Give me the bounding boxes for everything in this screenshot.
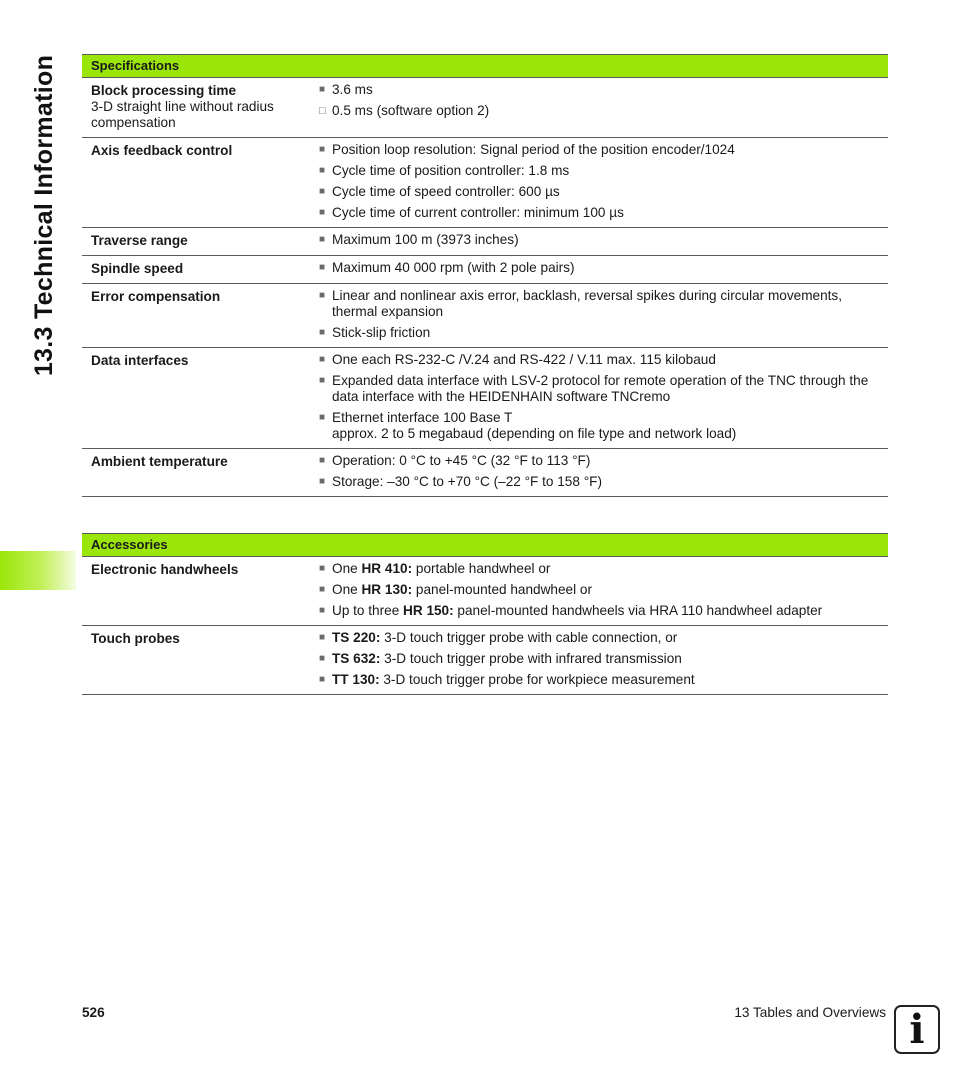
spec-value-text: 0.5 ms (software option 2) [332,103,490,118]
spec-value-text: Storage: –30 °C to +70 °C (–22 °F to 158 °F) [332,474,602,489]
square-bullet-icon: ■ [319,412,326,423]
square-bullet-icon: ■ [319,290,326,301]
chapter-title: 13 Tables and Overviews [734,1005,886,1020]
spec-label-cell [82,348,312,449]
spec-row [82,284,888,348]
spec-value-item [318,82,878,98]
spec-values-cell [312,348,888,449]
spec-value-item [318,410,878,442]
spec-value-text: Maximum 100 m (3973 inches) [332,232,519,247]
spec-value-text: Operation: 0 °C to +45 °C (32 °F to 113 °F) [332,453,591,468]
accessory-description: panel-mounted handwheels via HRA 110 handwheel adapter [453,603,823,618]
spec-label-cell [82,228,312,256]
spec-value-text: Position loop resolution: Signal period of the position encoder/1024 [332,142,735,157]
spec-value-item [318,260,878,276]
spec-value-item [318,325,878,341]
accessory-values-cell [312,626,888,695]
spec-value-text: One each RS-232-C /V.24 and RS-422 / V.11 max. 115 kilobaud [332,352,716,367]
accessory-values-cell [312,557,888,626]
spec-values-cell [312,138,888,228]
accessory-model: HR 410: [361,561,413,576]
spec-value-text: Stick-slip friction [332,325,431,340]
accessory-item [318,630,878,646]
square-bullet-icon: ■ [319,584,326,595]
accessory-description: portable handwheel or [412,561,551,576]
accessories-header-row [82,534,888,557]
spec-label: Ambient temperature [91,454,228,469]
accessory-description: 3-D touch trigger probe for workpiece measurement [379,672,695,687]
spec-values-cell [312,78,888,138]
spec-value-text: Cycle time of position controller: 1.8 ms [332,163,570,178]
accessory-prefix: Up to three [332,603,404,618]
specifications-header: Specifications [82,55,888,78]
square-bullet-icon: ■ [319,144,326,155]
accessory-item [318,582,878,598]
spec-sublabel: 3-D straight line without radius compensation [91,99,274,130]
spec-value-item [318,232,878,248]
accessory-model: TS 220: [332,630,381,645]
spec-value-text: Maximum 40 000 rpm (with 2 pole pairs) [332,260,575,275]
square-bullet-icon: ■ [319,476,326,487]
accessory-item [318,651,878,667]
accessory-label: Electronic handwheels [91,562,239,577]
accessory-model: TS 632: [332,651,381,666]
spec-value-item [318,142,878,158]
hollow-square-bullet-icon: □ [319,105,326,117]
spec-label-cell [82,138,312,228]
spec-value-text: Expanded data interface with LSV-2 protocol for remote operation of the TNC through the data interface with the HEIDENHAIN software TNCremo [332,373,869,404]
square-bullet-icon: ■ [319,563,326,574]
square-bullet-icon: ■ [319,605,326,616]
square-bullet-icon: ■ [319,262,326,273]
spec-value-text: Ethernet interface 100 Base T [332,410,513,425]
square-bullet-icon: ■ [319,84,326,95]
spec-label-cell [82,449,312,497]
accessory-row [82,557,888,626]
accessory-item [318,561,878,577]
spec-value-item [318,205,878,221]
spec-row [82,78,888,138]
spec-value-item [318,373,878,405]
spec-value-text: Cycle time of speed controller: 600 µs [332,184,560,199]
spec-values-cell [312,228,888,256]
spec-row [82,228,888,256]
accessories-header: Accessories [82,534,888,557]
spec-label: Error compensation [91,289,221,304]
accessory-prefix: One [332,582,362,597]
spec-row [82,449,888,497]
spec-values-cell [312,256,888,284]
spec-value-item [318,288,878,320]
square-bullet-icon: ■ [319,375,326,386]
spec-value-text-line2: approx. 2 to 5 megabaud (depending on file type and network load) [332,426,737,441]
spec-value-text: Linear and nonlinear axis error, backlash, reversal spikes during circular movements, thermal expansion [332,288,843,319]
accessory-model: HR 150: [403,603,454,618]
spec-value-item [318,352,878,368]
specifications-header-row [82,55,888,78]
square-bullet-icon: ■ [319,354,326,365]
square-bullet-icon: ■ [319,455,326,466]
side-section-title-text: 13.3 Technical Information [30,54,59,376]
accessory-item [318,672,878,688]
spec-label: Spindle speed [91,261,184,276]
accessory-label: Touch probes [91,631,180,646]
square-bullet-icon: ■ [319,165,326,176]
square-bullet-icon: ■ [319,234,326,245]
spec-values-cell [312,449,888,497]
spec-label: Block processing time [91,83,237,98]
spec-label-cell [82,78,312,138]
accessories-table [82,533,888,695]
square-bullet-icon: ■ [319,674,326,685]
spec-label: Traverse range [91,233,188,248]
specifications-table [82,54,888,497]
accessory-label-cell [82,626,312,695]
info-icon-glyph: i [909,1005,925,1053]
accessory-model: HR 130: [361,582,413,597]
square-bullet-icon: ■ [319,327,326,338]
spec-row [82,256,888,284]
spec-value-item [318,453,878,469]
square-bullet-icon: ■ [319,632,326,643]
square-bullet-icon: ■ [319,186,326,197]
square-bullet-icon: ■ [319,653,326,664]
side-section-title [30,50,60,380]
spec-label: Data interfaces [91,353,189,368]
spec-label: Axis feedback control [91,143,233,158]
info-icon[interactable] [894,1005,940,1054]
accessory-item [318,603,878,619]
spec-values-cell [312,284,888,348]
spec-value-text: 3.6 ms [332,82,373,97]
spec-row [82,348,888,449]
page-number: 526 [82,1005,105,1020]
accessory-description: 3-D touch trigger probe with cable connection, or [380,630,678,645]
accessory-row [82,626,888,695]
spec-value-item [318,163,878,179]
accessory-description: 3-D touch trigger probe with infrared transmission [380,651,682,666]
square-bullet-icon: ■ [319,207,326,218]
spec-value-item [318,474,878,490]
spec-row [82,138,888,228]
accessory-model: TT 130: [332,672,380,687]
accessory-description: panel-mounted handwheel or [412,582,592,597]
spec-value-text: Cycle time of current controller: minimum 100 µs [332,205,624,220]
spec-label-cell [82,256,312,284]
spec-label-cell [82,284,312,348]
chapter-thumb-tab [0,551,76,590]
accessory-prefix: One [332,561,362,576]
spec-value-item [318,103,878,119]
spec-value-item [318,184,878,200]
accessory-label-cell [82,557,312,626]
